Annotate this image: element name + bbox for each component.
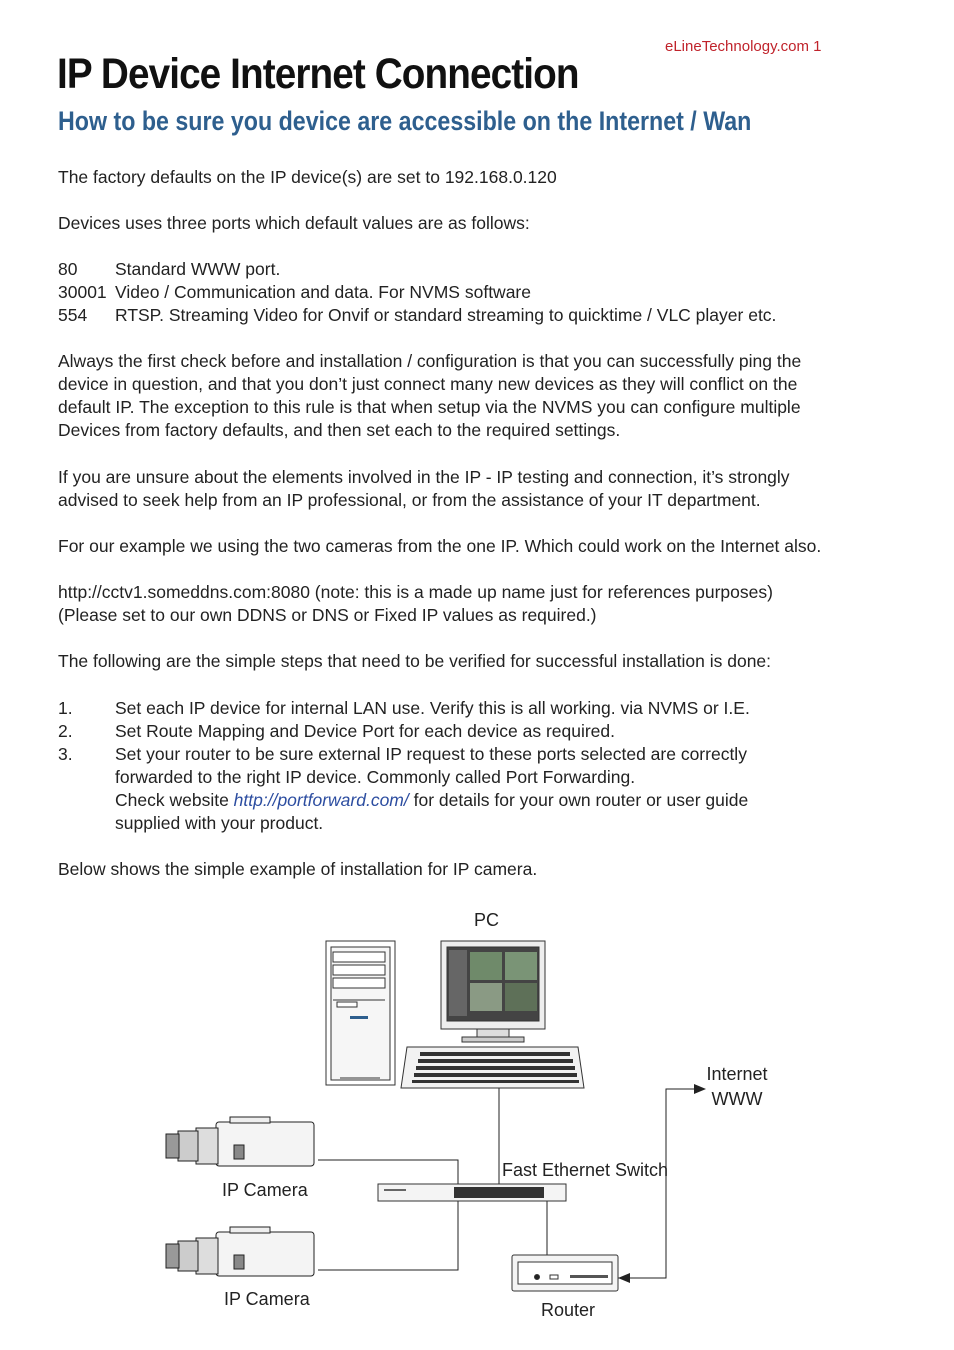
internet-label: Internet (706, 1064, 768, 1084)
page-title: IP Device Internet Connection (57, 50, 579, 98)
portforward-link[interactable]: http://portforward.com/ (233, 790, 409, 810)
port-row (58, 281, 531, 304)
below-text: Below shows the simple example of installation for IP camera. (58, 859, 538, 879)
ddns-line: http://cctv1.someddns.com:8080 (note: this is a made up name just for references purposes) (58, 582, 773, 602)
ping-check-line: default IP. The exception to this rule is that when setup via the NVMS you can configure multiple (58, 397, 801, 417)
ethernet-switch-icon (378, 1184, 566, 1201)
ping-check-line: device in question, and that you don’t just connect many new devices as they will conflict on the (58, 374, 798, 394)
step3-check-website (115, 789, 748, 812)
step3-continued-line: supplied with your product. (115, 813, 324, 833)
page-subtitle: How to be sure you device are accessible on the Internet / Wan (58, 106, 752, 136)
port-number: 80 (58, 259, 78, 279)
step-row (58, 743, 747, 766)
port-number: 554 (58, 305, 88, 325)
unsure-line: If you are unsure about the elements involved in the IP - IP testing and connection, it’s strongly (58, 467, 790, 487)
factory-defaults-text: The factory defaults on the IP device(s) are set to 192.168.0.120 (58, 167, 557, 187)
step-number: 3. (58, 744, 73, 764)
monitor-icon (441, 941, 545, 1042)
ip-camera-label: IP Camera (224, 1289, 310, 1309)
router-label: Router (541, 1300, 596, 1320)
pc-label: PC (474, 910, 500, 930)
keyboard-icon (401, 1047, 584, 1088)
step-number: 2. (58, 721, 73, 741)
ports-intro-text: Devices uses three ports which default values are as follows: (58, 213, 530, 233)
check-suffix: for details for your own router or user guide (408, 790, 749, 810)
step-row (58, 720, 615, 743)
ping-check-line: Devices from factory defaults, and then set each to the required settings. (58, 420, 621, 440)
switch-label: Fast Ethernet Switch (502, 1160, 669, 1180)
port-description: Video / Communication and data. For NVMS software (115, 282, 531, 302)
ip-camera-icon (166, 1117, 314, 1166)
internet-arrow-icon (694, 1084, 706, 1094)
steps-intro-text: The following are the simple steps that need to be verified for successful installation is done: (58, 651, 772, 671)
step-number: 1. (58, 698, 73, 718)
header-site: eLineTechnology.com 1 (665, 38, 822, 55)
unsure-line: advised to seek help from an IP professional, or from the assistance of your IT department. (58, 490, 761, 510)
port-number: 30001 (58, 282, 107, 302)
step3-continued-line: forwarded to the right IP device. Commonly called Port Forwarding. (115, 767, 636, 787)
step-text: Set your router to be sure external IP request to these ports selected are correctly (115, 744, 747, 764)
www-label: WWW (711, 1089, 763, 1109)
router-arrow-icon (618, 1273, 630, 1283)
ping-check-line: Always the first check before and installation / configuration is that you can successfully ping the (58, 351, 802, 371)
ip-camera-label: IP Camera (222, 1180, 308, 1200)
step-text: Set Route Mapping and Device Port for each device as required. (115, 721, 616, 741)
example-text: For our example we using the two cameras from the one IP. Which could work on the Internet also. (58, 536, 822, 556)
pc-tower-icon (326, 941, 395, 1085)
port-row (58, 258, 280, 281)
port-row (58, 304, 776, 327)
router-icon (512, 1255, 618, 1291)
network-cables (318, 1088, 704, 1278)
check-prefix: Check website (115, 790, 234, 810)
step-text: Set each IP device for internal LAN use. Verify this is all working. via NVMS or I.E. (115, 698, 750, 718)
ddns-line: (Please set to our own DDNS or DNS or Fixed IP values as required.) (58, 605, 597, 625)
step-row (58, 697, 750, 720)
port-description: RTSP. Streaming Video for Onvif or standard streaming to quicktime / VLC player etc. (115, 305, 777, 325)
ip-camera-icon (166, 1227, 314, 1276)
port-description: Standard WWW port. (115, 259, 281, 279)
